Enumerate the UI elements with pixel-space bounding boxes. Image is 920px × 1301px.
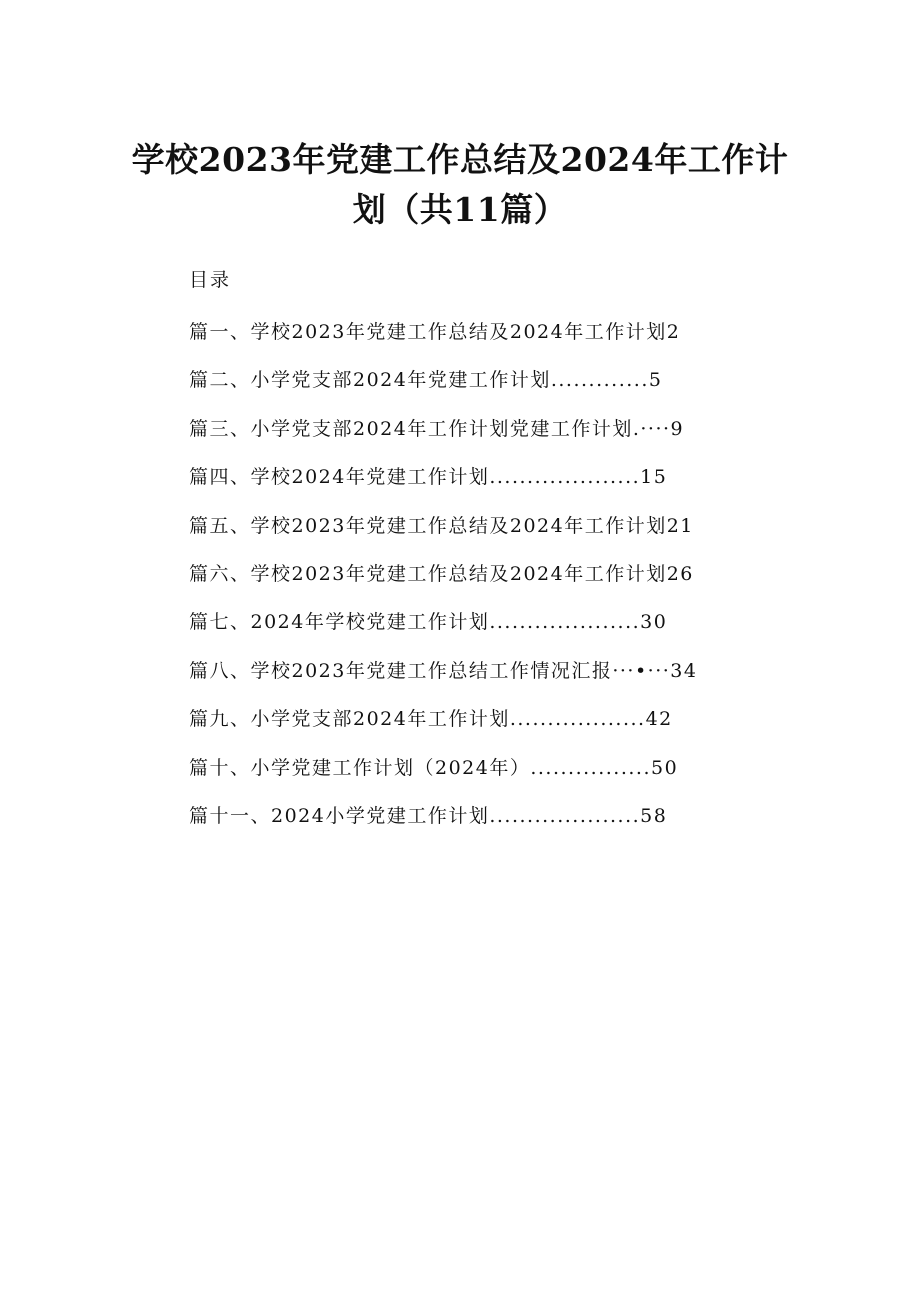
toc-entry-4[interactable]: 篇四、学校2024年党建工作计划....................15 bbox=[189, 466, 668, 489]
document-title-line-2: 划（共11篇） bbox=[352, 190, 568, 229]
document-title-line-1: 学校2023年党建工作总结及2024年工作计 bbox=[131, 140, 789, 179]
toc-entry-3[interactable]: 篇三、小学党支部2024年工作计划党建工作计划.····9 bbox=[189, 417, 685, 440]
table-of-contents bbox=[189, 317, 779, 849]
toc-entry-5[interactable]: 篇五、学校2023年党建工作总结及2024年工作计划21 bbox=[189, 514, 694, 537]
toc-entry-10[interactable]: 篇十、小学党建工作计划（2024年）................50 bbox=[189, 756, 679, 779]
toc-entry-8[interactable]: 篇八、学校2023年党建工作总结工作情况汇报···•···34 bbox=[189, 659, 698, 682]
toc-heading: 目录 bbox=[189, 269, 232, 291]
toc-entry-9[interactable]: 篇九、小学党支部2024年工作计划..................42 bbox=[189, 708, 673, 731]
toc-entry-2[interactable]: 篇二、小学党支部2024年党建工作计划.............5 bbox=[189, 369, 663, 392]
toc-entry-6[interactable]: 篇六、学校2023年党建工作总结及2024年工作计划26 bbox=[189, 562, 694, 585]
toc-entry-1[interactable]: 篇一、学校2023年党建工作总结及2024年工作计划2 bbox=[189, 321, 681, 343]
toc-entry-7[interactable]: 篇七、2024年学校党建工作计划....................30 bbox=[189, 611, 668, 634]
toc-entry-11[interactable]: 篇十一、2024小学党建工作计划....................58 bbox=[189, 804, 668, 827]
